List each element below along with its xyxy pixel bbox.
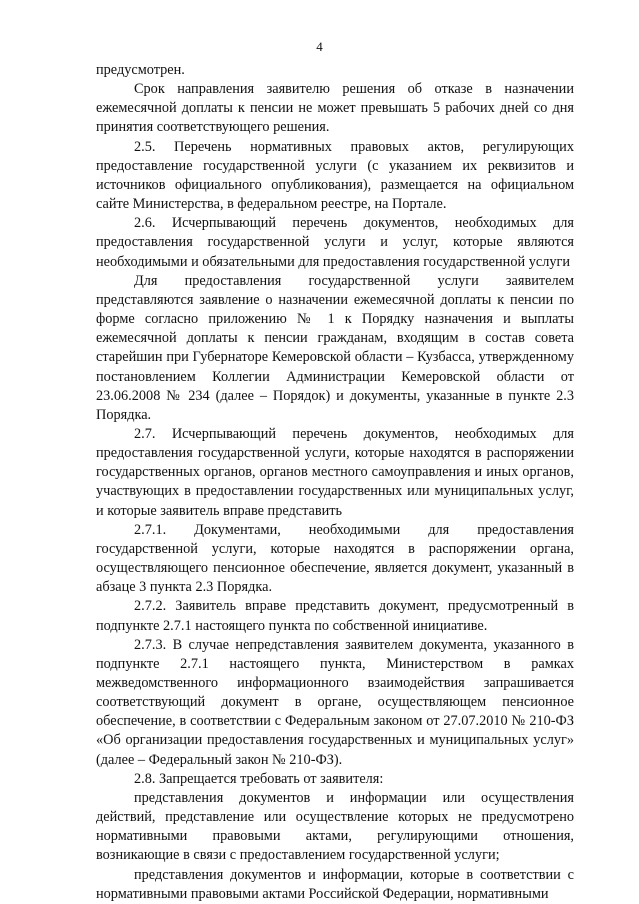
- paragraph-continuation: предусмотрен.: [96, 62, 185, 78]
- paragraph-2-7-1: 2.7.1. Документами, необходимыми для предоставления государственной услуги, которые находятся в распоряжении органа, осуществляющего пенсионное обеспечение, является документ, указанный в абзаце 3 пункта 2.3 Порядка.: [96, 521, 574, 596]
- paragraph-2-7-2: 2.7.2. Заявитель вправе представить документ, предусмотренный в подпункте 2.7.1 настоящего пункта по собственной инициативе.: [96, 598, 574, 634]
- paragraph-2-5: 2.5. Перечень нормативных правовых актов, регулирующих предоставление государственной услуги (с указанием их реквизитов и источников официального опубликования), размещается на официальном сайте Министерства, в федеральном реестре, на Портале.: [96, 138, 574, 213]
- paragraph-2-7: 2.7. Исчерпывающий перечень документов, необходимых для предоставления государственной услуги, которые находятся в распоряжении государственных органов, органов местного самоуправления и иных органов, участвующих в предоставлении государственных или муниципальных услуг, и которые заявитель вправе представить: [96, 425, 574, 519]
- paragraph-2-8: 2.8. Запрещается требовать от заявителя:: [134, 770, 384, 787]
- document-body: [96, 61, 574, 904]
- paragraph-2-6-body: Для предоставления государственной услуги заявителем представляются заявление о назначении ежемесячной доплаты к пенсии по форме согласно приложению № 1 к Порядку назначения и выплаты ежемесячной доплаты к пенсии гражданам, входящим в состав совета старейшин при Губернаторе Кемеровской области – Кузбасса, утвержденному постановлением Коллегии Администрации Кемеровской области от 23.06.2008 № 234 (далее – Порядок) и документы, указанные в пункте 2.3 Порядка.: [96, 272, 574, 423]
- page-number: 4: [316, 39, 323, 54]
- paragraph-refusal-term: Срок направления заявителю решения об отказе в назначении ежемесячной доплаты к пенсии не может превышать 5 рабочих дней со дня принятия соответствующего решения.: [96, 81, 574, 136]
- paragraph-2-8-item-2: представления документов и информации, которые в соответствии с нормативными правовыми актами Российской Федерации, нормативными: [96, 866, 574, 902]
- paragraph-2-8-item-1: представления документов и информации или осуществления действий, представление или осуществление которых не предусмотрено нормативными правовыми актами, регулирующими отношения, возникающие в связи с предоставлением государственной услуги;: [96, 789, 574, 864]
- paragraph-2-6: 2.6. Исчерпывающий перечень документов, необходимых для предоставления государственной услуги и услуг, которые являются необходимыми и обязательными для предоставления государственной услуги: [96, 215, 574, 270]
- paragraph-2-7-3: 2.7.3. В случае непредставления заявителем документа, указанного в подпункте 2.7.1 настоящего пункта, Министерством в рамках межведомственного информационного взаимодействия запрашивается соответствующий документ в органе, осуществляющем пенсионное обеспечение, в соответствии с Федеральным законом от 27.07.2010 № 210-ФЗ «Об организации предоставления государственных и муниципальных услуг» (далее – Федеральный закон № 210-ФЗ).: [96, 636, 574, 768]
